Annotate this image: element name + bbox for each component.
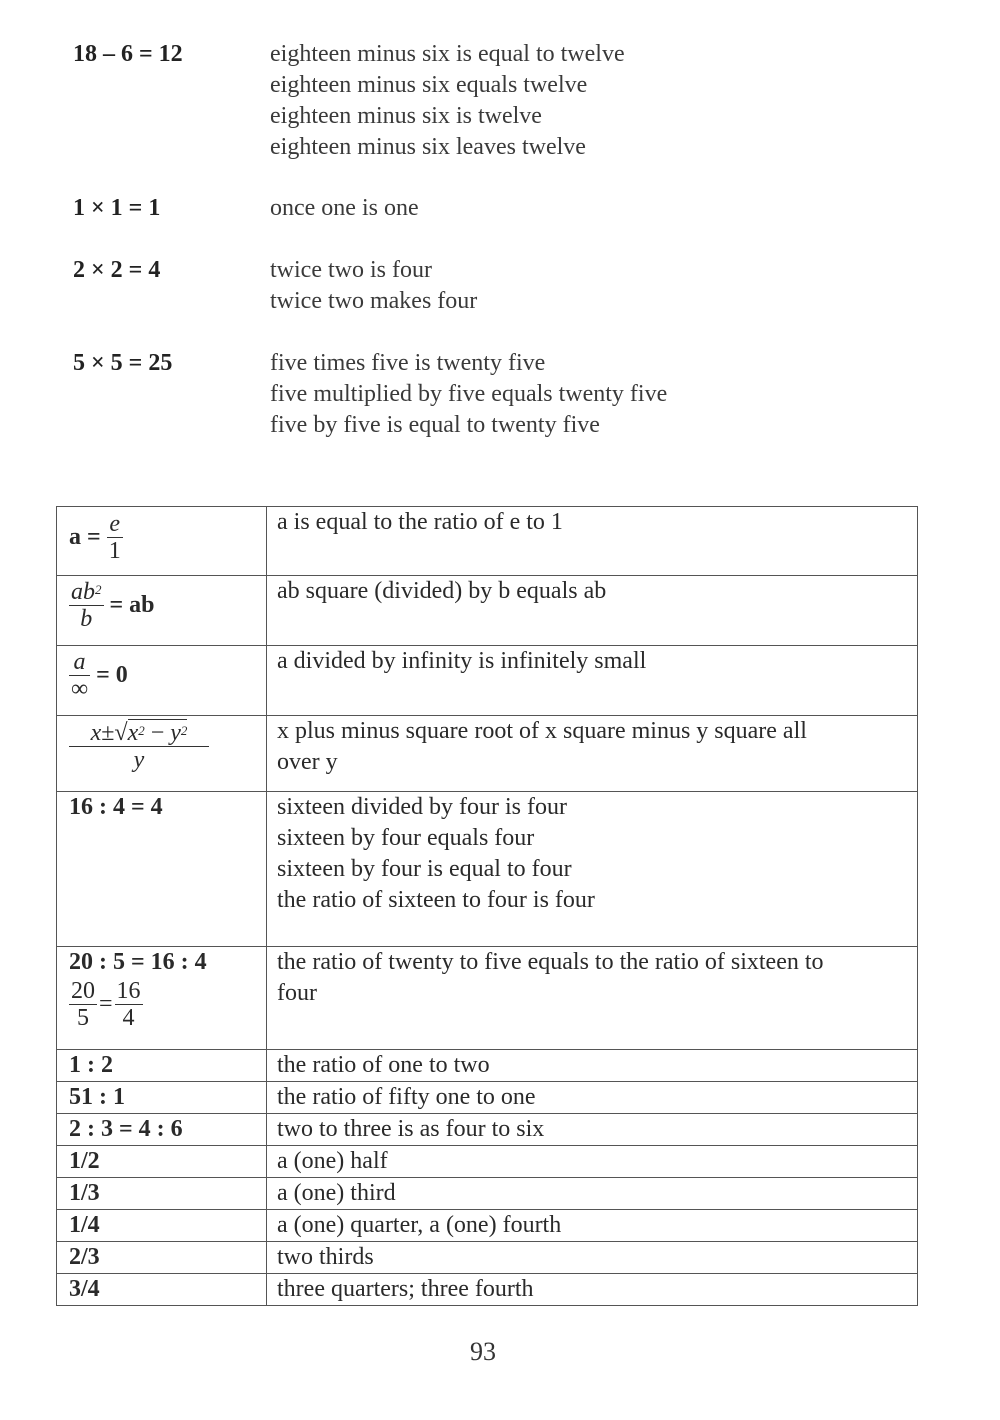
expression-cell: 3/4 [57,1274,267,1306]
readings [270,255,477,317]
reading: a divided by infinity is infinitely small [277,648,647,674]
math-expression-table [56,506,918,1306]
reading: ab square (divided) by b equals ab [277,578,607,604]
reading-cell [267,576,918,646]
expression-cell [57,507,267,576]
reading: four [277,980,317,1006]
numerator: 16 [116,978,141,1004]
reading: eighteen minus six leaves twelve [270,134,586,160]
expression-cell [57,947,267,1050]
denominator: y [133,747,145,773]
exponent: 2 [180,723,188,738]
variable-y: y [170,720,181,746]
infinity-symbol: ∞ [71,676,89,702]
exponent: 2 [95,582,102,597]
fraction [69,649,90,702]
numerator: a [73,649,86,675]
expression: 16 : 4 = 4 [69,794,163,820]
denominator: 1 [108,538,121,564]
numerator: 20 [71,978,95,1004]
reading: sixteen divided by four is four [277,794,567,820]
reading-cell [267,716,918,792]
minus-symbol: − [150,720,165,746]
expression-cell [57,576,267,646]
reading-cell [267,947,918,1050]
expression: 18 – 6 = 12 [73,41,183,67]
denominator: 4 [122,1005,135,1031]
reading-cell: three quarters; three fourth [267,1274,918,1306]
reading: sixteen by four equals four [277,825,535,851]
reading-cell: a (one) quarter, a (one) fourth [267,1210,918,1242]
expression-rhs: = ab [109,592,155,618]
reading: twice two makes four [270,288,478,314]
table-row [57,1178,918,1210]
table-row [57,792,918,947]
expression-cell: 2/3 [57,1242,267,1274]
variable-x: x [127,720,139,746]
reading: the ratio of twenty to five equals to the ratio of sixteen to [277,949,824,975]
expression: 1 × 1 = 1 [73,195,161,221]
reading: the ratio of sixteen to four is four [277,887,595,913]
expression-cell: 2 : 3 = 4 : 6 [57,1114,267,1146]
reading: a is equal to the ratio of e to 1 [277,509,563,535]
reading: once one is one [270,195,419,221]
reading-cell: a (one) half [267,1146,918,1178]
reading: five multiplied by five equals twenty five [270,381,668,407]
table-row [57,1082,918,1114]
equals-symbol: = [99,991,113,1017]
fraction [69,579,104,632]
fraction [69,978,97,1031]
expression-cell [57,646,267,716]
reading: eighteen minus six is equal to twelve [270,41,625,67]
table-row [57,1210,918,1242]
reading-cell [267,792,918,947]
reading-cell: two to three is as four to six [267,1114,918,1146]
reading: five times five is twenty five [270,350,546,376]
denominator: b [80,606,93,632]
readings [270,39,625,163]
reading-cell: two thirds [267,1242,918,1274]
expression: 5 × 5 = 25 [73,350,173,376]
exponent: 2 [138,723,145,738]
readings [270,193,419,224]
reading: over y [277,749,338,775]
plus-minus-symbol: ± [101,720,115,746]
expression-rhs: = 0 [96,662,128,688]
reading: twice two is four [270,257,432,283]
expression: 20 : 5 = 16 : 4 [69,949,207,975]
reading: x plus minus square root of x square minus y square all [277,718,807,744]
expression-cell: 1/4 [57,1210,267,1242]
reading-cell [267,507,918,576]
page-number: 93 [470,1337,496,1366]
table-row [57,947,918,1050]
fraction [107,511,123,564]
table-row [57,1050,918,1082]
numerator: e [109,511,121,537]
table-row [57,507,918,576]
reading-cell: a (one) third [267,1178,918,1210]
denominator: 5 [77,1005,89,1031]
expression-cell: 1/2 [57,1146,267,1178]
variable-x: x [90,720,102,746]
square-root-icon: √ [114,720,128,746]
fraction [115,978,143,1031]
table-row [57,716,918,792]
expression-cell [57,716,267,792]
reading: five by five is equal to twenty five [270,412,600,438]
fraction [69,720,209,773]
numerator: ab [71,579,95,605]
reading-cell: the ratio of one to two [267,1050,918,1082]
reading-cell: the ratio of fifty one to one [267,1082,918,1114]
expression-cell [57,792,267,947]
expression-cell: 1/3 [57,1178,267,1210]
table-row [57,1274,918,1306]
reading-cell [267,646,918,716]
table-row [57,646,918,716]
table-row [57,1146,918,1178]
table-row [57,576,918,646]
table-row [57,1242,918,1274]
expression-cell: 51 : 1 [57,1082,267,1114]
expression-lhs: a = [69,524,101,550]
readings [270,348,667,441]
reading: eighteen minus six is twelve [270,103,542,129]
table-row [57,1114,918,1146]
expression: 2 × 2 = 4 [73,257,161,283]
expression-cell: 1 : 2 [57,1050,267,1082]
reading: eighteen minus six equals twelve [270,72,588,98]
reading: sixteen by four is equal to four [277,856,572,882]
